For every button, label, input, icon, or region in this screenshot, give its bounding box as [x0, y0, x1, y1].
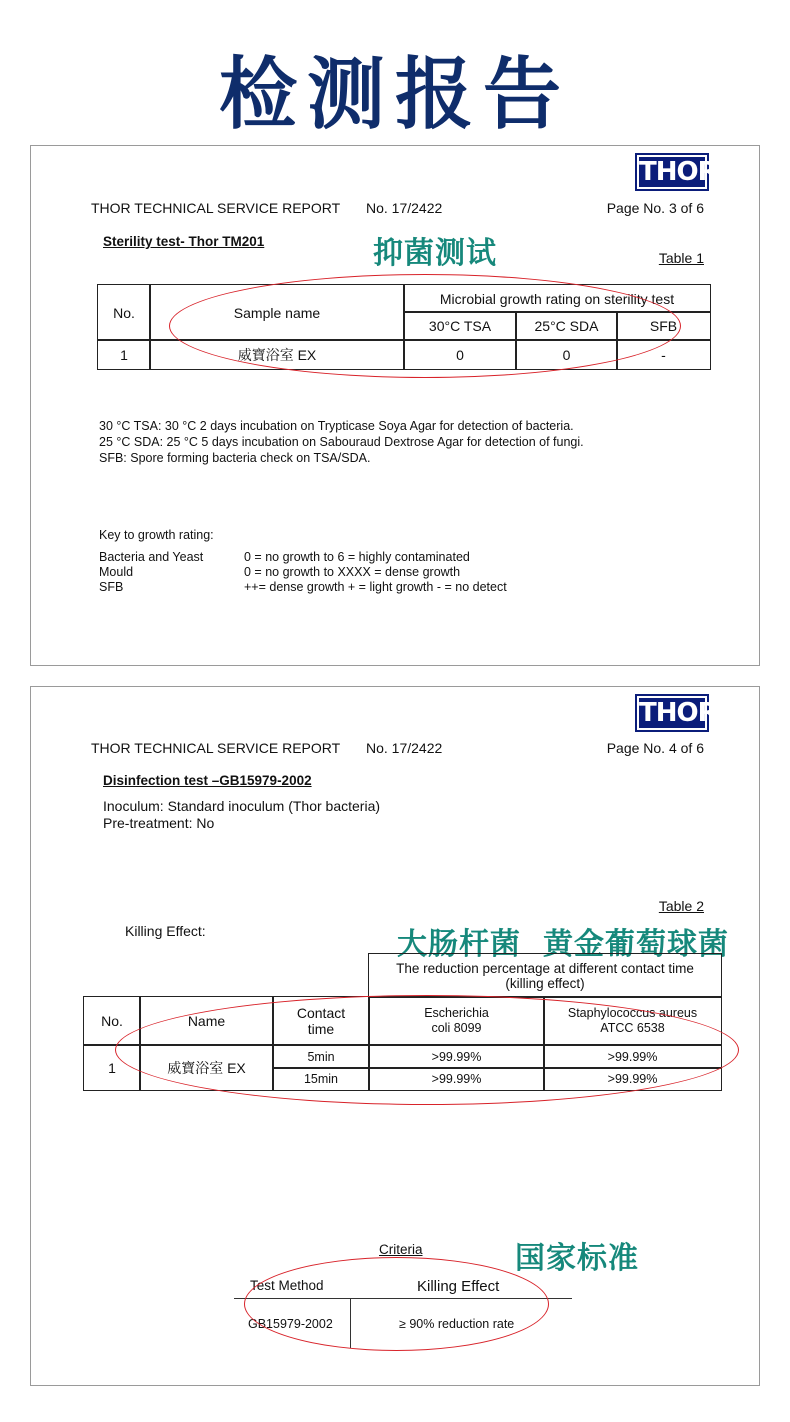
header-name: Name [139, 996, 274, 1046]
row-staph-aureus: >99.99% [543, 1044, 722, 1069]
header-sample-name: Sample name [149, 284, 405, 341]
section-title: Disinfection test –GB15979-2002 [103, 773, 312, 788]
row-e-coli: >99.99% [368, 1067, 545, 1091]
header-staph-aureus: Staphylococcus aureus ATCC 6538 [543, 996, 722, 1046]
row-sfb: - [616, 339, 711, 370]
key-label: SFB [99, 580, 124, 594]
report-banner-title: 检测报告 [218, 50, 571, 140]
header-growth-rating: Microbial growth rating on sterility test [403, 284, 711, 313]
note-tsa: 30 °C TSA: 30 °C 2 days incubation on Trypticase Soya Agar for detection of bacteria. [99, 419, 574, 433]
report-title: THOR TECHNICAL SERVICE REPORT [91, 200, 341, 216]
row-tsa: 0 [403, 339, 517, 370]
key-label: Mould [99, 565, 134, 579]
killing-effect-label: Killing Effect: [125, 923, 206, 939]
highlight-ellipse [169, 274, 681, 378]
criteria-header-test-method: Test Method [250, 1278, 324, 1293]
criteria-title: Criteria [379, 1242, 423, 1257]
report-page-4 [30, 686, 760, 1386]
row-contact-time: 15min [272, 1067, 370, 1091]
header-contact-time: Contact time [272, 996, 370, 1046]
report-title: THOR TECHNICAL SERVICE REPORT [91, 740, 341, 756]
key-value: 0 = no growth to XXXX = dense growth [244, 565, 461, 579]
annotation-staph-aureus: 黄金葡萄球菌 [543, 927, 729, 962]
key-value: ++= dense growth + = light growth - = no detect [244, 580, 507, 594]
key-value: 0 = no growth to 6 = highly contaminated [244, 550, 470, 564]
highlight-ellipse [244, 1257, 549, 1351]
note-sda: 25 °C SDA: 25 °C 5 days incubation on Sabouraud Dextrose Agar for detection of fungi. [99, 435, 584, 449]
annotation-antibacterial-test: 抑菌测试 [373, 236, 497, 271]
row-name: 威寶浴室 EX [139, 1044, 274, 1091]
row-no: 1 [83, 1044, 141, 1091]
header-e-coli: Escherichia coli 8099 [368, 996, 545, 1046]
report-page-3 [30, 145, 760, 666]
section-title: Sterility test- Thor TM201 [103, 234, 265, 249]
row-e-coli: >99.99% [368, 1044, 545, 1069]
subheader-tsa: 30°C TSA [403, 311, 517, 341]
header-no: No. [83, 996, 141, 1046]
page-number: Page No. 3 of 6 [606, 200, 704, 216]
highlight-ellipse [115, 995, 739, 1105]
row-staph-aureus: >99.99% [543, 1067, 722, 1091]
row-contact-time: 5min [272, 1044, 370, 1069]
pretreatment-text: Pre-treatment: No [103, 815, 215, 831]
subheader-sda: 25°C SDA [515, 311, 618, 341]
key-title: Key to growth rating: [99, 528, 214, 542]
row-sample-name: 威寶浴室 EX [149, 339, 405, 370]
key-label: Bacteria and Yeast [99, 550, 204, 564]
row-no: 1 [97, 339, 151, 370]
table-label: Table 2 [658, 898, 704, 914]
inoculum-text: Inoculum: Standard inoculum (Thor bacteria) [103, 798, 381, 814]
table-label: Table 1 [658, 250, 704, 266]
report-number: No. 17/2422 [366, 740, 443, 756]
header-no: No. [97, 284, 151, 341]
annotation-national-standard: 国家标准 [515, 1241, 639, 1276]
page-number: Page No. 4 of 6 [606, 740, 704, 756]
report-number: No. 17/2422 [366, 200, 443, 216]
subheader-sfb: SFB [616, 311, 711, 341]
row-sda: 0 [515, 339, 618, 370]
thor-logo: THOR [635, 694, 709, 732]
annotation-e-coli: 大肠杆菌 [397, 927, 521, 962]
header-reduction-percentage: The reduction percentage at different contact time (killing effect) [368, 953, 722, 998]
criteria-test-method: GB15979-2002 [248, 1317, 333, 1331]
note-sfb: SFB: Spore forming bacteria check on TSA/SDA. [99, 451, 371, 465]
criteria-killing-effect: ≥ 90% reduction rate [399, 1317, 515, 1331]
criteria-header-killing-effect: Killing Effect [417, 1278, 500, 1295]
thor-logo: THOR [635, 153, 709, 191]
